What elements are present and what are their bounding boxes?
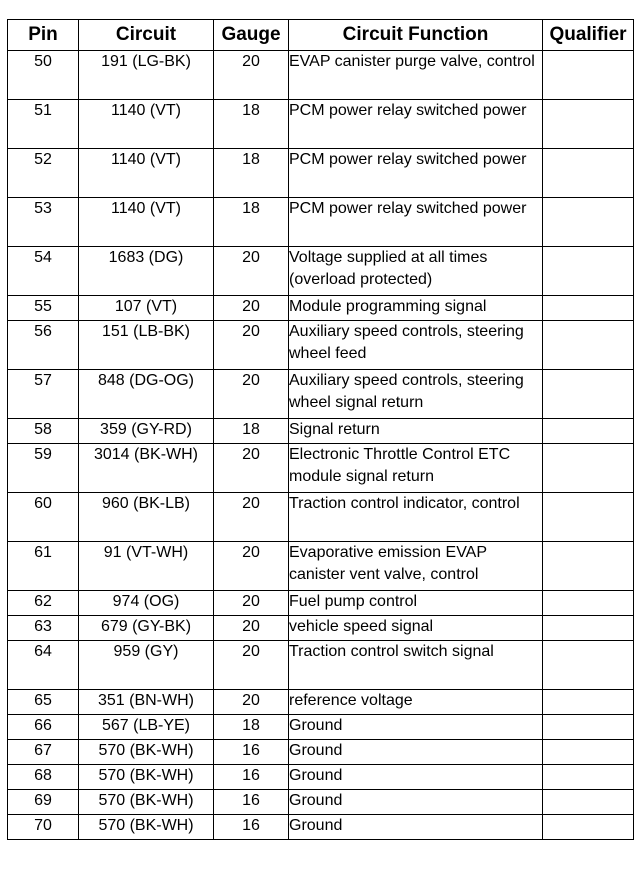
table-row xyxy=(8,690,634,715)
gauge-cell: 20 xyxy=(214,370,289,419)
qualifier-cell xyxy=(543,149,634,198)
qualifier-cell xyxy=(543,790,634,815)
circuit-cell: 570 (BK-WH) xyxy=(79,790,214,815)
qualifier-cell xyxy=(543,815,634,840)
gauge-cell: 20 xyxy=(214,641,289,690)
gauge-cell: 20 xyxy=(214,591,289,616)
table-row xyxy=(8,444,634,493)
qualifier-cell xyxy=(543,51,634,100)
pin-cell: 58 xyxy=(8,419,79,444)
function-cell: EVAP canister purge valve, control xyxy=(289,51,543,100)
function-cell: PCM power relay switched power xyxy=(289,100,543,149)
header-pin: Pin xyxy=(8,20,79,51)
function-cell: Signal return xyxy=(289,419,543,444)
function-cell: Ground xyxy=(289,815,543,840)
gauge-cell: 16 xyxy=(214,790,289,815)
table-row xyxy=(8,247,634,296)
pin-cell: 65 xyxy=(8,690,79,715)
gauge-cell: 20 xyxy=(214,51,289,100)
qualifier-cell xyxy=(543,370,634,419)
circuit-cell: 1140 (VT) xyxy=(79,149,214,198)
pin-cell: 61 xyxy=(8,542,79,591)
gauge-cell: 20 xyxy=(214,296,289,321)
table-row xyxy=(8,790,634,815)
circuit-cell: 960 (BK-LB) xyxy=(79,493,214,542)
table-row xyxy=(8,370,634,419)
qualifier-cell xyxy=(543,493,634,542)
pin-cell: 53 xyxy=(8,198,79,247)
pin-cell: 52 xyxy=(8,149,79,198)
qualifier-cell xyxy=(543,100,634,149)
header-function: Circuit Function xyxy=(289,20,543,51)
table-row xyxy=(8,198,634,247)
function-cell: Traction control switch signal xyxy=(289,641,543,690)
circuit-cell: 1140 (VT) xyxy=(79,198,214,247)
function-cell: Ground xyxy=(289,715,543,740)
gauge-cell: 18 xyxy=(214,419,289,444)
pin-cell: 67 xyxy=(8,740,79,765)
header-circuit: Circuit xyxy=(79,20,214,51)
circuit-cell: 570 (BK-WH) xyxy=(79,765,214,790)
pin-cell: 69 xyxy=(8,790,79,815)
table-row xyxy=(8,542,634,591)
qualifier-cell xyxy=(543,296,634,321)
gauge-cell: 20 xyxy=(214,493,289,542)
circuit-cell: 359 (GY-RD) xyxy=(79,419,214,444)
header-gauge: Gauge xyxy=(214,20,289,51)
gauge-cell: 20 xyxy=(214,690,289,715)
qualifier-cell xyxy=(543,740,634,765)
function-cell: Ground xyxy=(289,790,543,815)
pin-cell: 55 xyxy=(8,296,79,321)
gauge-cell: 18 xyxy=(214,198,289,247)
pin-cell: 64 xyxy=(8,641,79,690)
function-cell: Voltage supplied at all times (overload protected) xyxy=(289,247,543,296)
circuit-cell: 107 (VT) xyxy=(79,296,214,321)
table-row xyxy=(8,51,634,100)
pin-cell: 63 xyxy=(8,616,79,641)
function-cell: Auxiliary speed controls, steering wheel signal return xyxy=(289,370,543,419)
pin-cell: 56 xyxy=(8,321,79,370)
function-cell: PCM power relay switched power xyxy=(289,149,543,198)
circuit-cell: 570 (BK-WH) xyxy=(79,815,214,840)
table-row xyxy=(8,493,634,542)
function-cell: Ground xyxy=(289,765,543,790)
table-row xyxy=(8,149,634,198)
qualifier-cell xyxy=(543,444,634,493)
function-cell: Evaporative emission EVAP canister vent valve, control xyxy=(289,542,543,591)
circuit-cell: 848 (DG-OG) xyxy=(79,370,214,419)
table-row xyxy=(8,641,634,690)
gauge-cell: 18 xyxy=(214,715,289,740)
gauge-cell: 18 xyxy=(214,149,289,198)
function-cell: reference voltage xyxy=(289,690,543,715)
qualifier-cell xyxy=(543,765,634,790)
circuit-cell: 1683 (DG) xyxy=(79,247,214,296)
gauge-cell: 20 xyxy=(214,542,289,591)
pin-table xyxy=(7,19,634,840)
qualifier-cell xyxy=(543,715,634,740)
function-cell: Traction control indicator, control xyxy=(289,493,543,542)
circuit-cell: 91 (VT-WH) xyxy=(79,542,214,591)
qualifier-cell xyxy=(543,542,634,591)
gauge-cell: 20 xyxy=(214,616,289,641)
gauge-cell: 16 xyxy=(214,815,289,840)
gauge-cell: 20 xyxy=(214,444,289,493)
circuit-cell: 679 (GY-BK) xyxy=(79,616,214,641)
qualifier-cell xyxy=(543,690,634,715)
header-qualifier: Qualifier xyxy=(543,20,634,51)
pin-cell: 59 xyxy=(8,444,79,493)
gauge-cell: 16 xyxy=(214,765,289,790)
function-cell: PCM power relay switched power xyxy=(289,198,543,247)
table-row xyxy=(8,715,634,740)
pin-cell: 60 xyxy=(8,493,79,542)
circuit-cell: 974 (OG) xyxy=(79,591,214,616)
qualifier-cell xyxy=(543,616,634,641)
header-row xyxy=(8,20,634,51)
function-cell: Auxiliary speed controls, steering wheel feed xyxy=(289,321,543,370)
pin-cell: 57 xyxy=(8,370,79,419)
table-row xyxy=(8,419,634,444)
qualifier-cell xyxy=(543,419,634,444)
circuit-cell: 3014 (BK-WH) xyxy=(79,444,214,493)
qualifier-cell xyxy=(543,198,634,247)
pin-cell: 68 xyxy=(8,765,79,790)
table-row xyxy=(8,765,634,790)
table-row xyxy=(8,296,634,321)
qualifier-cell xyxy=(543,321,634,370)
pin-cell: 62 xyxy=(8,591,79,616)
function-cell: Electronic Throttle Control ETC module signal return xyxy=(289,444,543,493)
circuit-cell: 567 (LB-YE) xyxy=(79,715,214,740)
gauge-cell: 18 xyxy=(214,100,289,149)
pin-cell: 66 xyxy=(8,715,79,740)
qualifier-cell xyxy=(543,591,634,616)
gauge-cell: 20 xyxy=(214,321,289,370)
pin-cell: 54 xyxy=(8,247,79,296)
circuit-cell: 570 (BK-WH) xyxy=(79,740,214,765)
table-row xyxy=(8,100,634,149)
qualifier-cell xyxy=(543,247,634,296)
function-cell: Fuel pump control xyxy=(289,591,543,616)
table-row xyxy=(8,740,634,765)
table-row xyxy=(8,591,634,616)
function-cell: Ground xyxy=(289,740,543,765)
gauge-cell: 20 xyxy=(214,247,289,296)
function-cell: vehicle speed signal xyxy=(289,616,543,641)
table-row xyxy=(8,815,634,840)
circuit-cell: 351 (BN-WH) xyxy=(79,690,214,715)
circuit-cell: 1140 (VT) xyxy=(79,100,214,149)
circuit-cell: 959 (GY) xyxy=(79,641,214,690)
circuit-cell: 191 (LG-BK) xyxy=(79,51,214,100)
qualifier-cell xyxy=(543,641,634,690)
function-cell: Module programming signal xyxy=(289,296,543,321)
table-row xyxy=(8,321,634,370)
pin-cell: 50 xyxy=(8,51,79,100)
pin-cell: 70 xyxy=(8,815,79,840)
table-row xyxy=(8,616,634,641)
gauge-cell: 16 xyxy=(214,740,289,765)
circuit-cell: 151 (LB-BK) xyxy=(79,321,214,370)
pin-cell: 51 xyxy=(8,100,79,149)
